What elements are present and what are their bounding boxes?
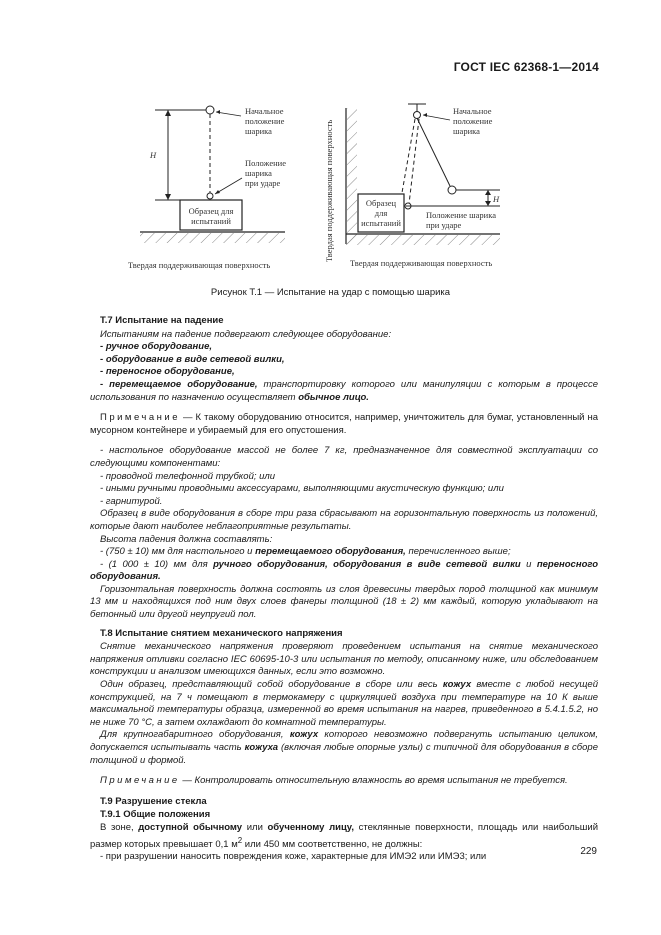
t8-note: [90, 775, 598, 788]
t7-item-2-text: оборудование в виде сетевой вилки,: [105, 353, 285, 365]
left-start-label-3: шарика: [245, 126, 272, 136]
t7-item-1-text: ручное оборудование,: [105, 341, 213, 353]
document-standard-header: ГОСТ IEC 62368-1—2014: [453, 60, 599, 74]
t8-note-label: Примечание: [100, 775, 180, 787]
t9-p1-d: обученному лицу,: [267, 821, 355, 833]
t7-height-1-b: перемещаемого оборудования,: [255, 546, 406, 558]
t7-drop-procedure: Образец в виде оборудования в сборе три раза сбрасывают на горизонтальную поверхность из положений, которые дают наиболее неблагоприятные результаты.: [90, 508, 598, 532]
left-height-label: H: [150, 150, 157, 160]
t8-p2-b: кожух: [442, 679, 472, 691]
t7-height-intro: Высота падения должна составлять:: [100, 533, 273, 545]
section-t8-heading: Т.8 Испытание снятием механического напряжения: [100, 627, 343, 639]
left-impact-label-1: Положение: [245, 158, 286, 168]
t7-item-4-bold: перемещаемое оборудование,: [109, 378, 258, 390]
t7-component-2: - иными ручными проводными аксессуарами, выполняющими акустическую функцию; или: [100, 483, 504, 495]
t7-desk-equipment: - настольное оборудование массой не более 7 кг, предназначенное для совместной эксплуатации со следующими компонентами:: [90, 445, 598, 469]
t7-height-2-a: - (1 000 ± 10) мм для: [100, 558, 214, 570]
right-start-label-2: положение: [453, 116, 493, 126]
t8-p2-a: Один образец, представляющий собой оборудование в сборе или весь: [100, 679, 443, 691]
right-sample-label-2: для: [374, 208, 388, 218]
t8-p3-b: кожух: [289, 729, 319, 741]
left-sample-label-2: испытаний: [191, 216, 231, 226]
t7-note-text: — К такому оборудованию относится, например, уничтожитель для бумаг, установленный на мусорном контейнере и убираемый для его опустошения.: [90, 412, 598, 436]
left-start-label-1: Начальное: [245, 106, 284, 116]
t7-note-label: Примечание: [100, 412, 180, 424]
t8-paragraph-3: [90, 729, 598, 767]
t8-p2-c: вместе с любой несущей конструкцией, на 7 ч помещают в термокамеру с циркуляцией воздуха при температуре на 10 К выше максимальной температуры образца, измеренной во время испытания на нагрев, приведенного в 5.4.1.5.2, но не ниже 70 °С, а затем охлаждают до комнатной температуры.: [90, 679, 598, 728]
section-t9-1-heading: Т.9.1 Общие положения: [100, 809, 211, 821]
right-sample-label-3: испытаний: [361, 218, 401, 228]
left-diagram: [128, 106, 286, 270]
t9-p1-a: В зоне,: [100, 821, 139, 833]
right-vertical-label: Твердая поддерживающая поверхность: [324, 119, 334, 262]
t8-p3-d: кожуха: [244, 742, 279, 753]
left-sample-label-1: Образец для: [188, 206, 234, 216]
t7-component-3: - гарнитурой.: [100, 495, 163, 507]
t7-height-2-c: и: [520, 558, 537, 570]
t7-height-1: [90, 546, 598, 559]
t7-height-1-c: перечисленного выше;: [405, 546, 511, 558]
right-sample-label-1: Образец: [365, 198, 397, 208]
t8-p3-c: которого невозможно подвергнуть испытанию целиком, допускается испытывать часть: [90, 729, 599, 753]
right-height-label: H: [493, 194, 500, 204]
figure-drawing: [110, 96, 530, 278]
t7-height-2-d: переносного оборудования.: [90, 558, 599, 583]
t7-list-item-2: - оборудование в виде сетевой вилки,: [100, 353, 285, 365]
t9-paragraph-1: [90, 822, 598, 851]
left-start-label-2: положение: [245, 116, 285, 126]
right-impact-label-2: при ударе: [426, 220, 462, 230]
t8-paragraph-1: Снятие механического напряжения проверяют проведением испытания на снятие механического напряжения отливки согласно IEC 60695-10-3 или испытания по методу, описанному ниже, или обследованием конструкции и анализом имеющихся данных, если это возможно.: [90, 641, 598, 678]
t7-list-item-4: - перемещаемое оборудование, транспортировку которого или манипуляции с которым в процессе использования по назначению осуществляет обычное лицо.: [90, 378, 598, 403]
t8-paragraph-2: [90, 679, 598, 729]
left-impact-label-2: шарика: [245, 168, 272, 178]
page-number: 229: [580, 846, 597, 857]
t7-item-3-text: переносное оборудование,: [105, 366, 235, 378]
t7-list-item-1: - ручное оборудование,: [100, 341, 213, 353]
left-surface-label: Твердая поддерживающая поверхность: [128, 260, 271, 270]
t7-item-4-bold2: обычное лицо.: [298, 391, 369, 403]
t9-list-item-1: - при разрушении наносить повреждения коже, характерные для ИМЭ2 или ИМЭ3; или: [100, 851, 487, 863]
t8-p3-e: (включая любые опорные узлы) с типичной для оборудования в сборе толщиной и формой.: [90, 742, 599, 766]
t7-component-1: - проводной телефонной трубкой; или: [100, 470, 276, 482]
left-impact-label-3: при ударе: [245, 178, 281, 188]
t7-intro: Испытаниям на падение подвергают следующее оборудование:: [100, 328, 392, 340]
t7-height-1-a: - (750 ± 10) мм для настольного и: [100, 546, 256, 558]
t9-p1-b: доступной обычному: [138, 821, 243, 833]
t9-p1-e: стеклянные поверхности, площадь или наибольший размер которых превышает 0,1 м: [90, 821, 599, 850]
t8-note-text: — Контролировать относительную влажность во время испытания не требуется.: [179, 775, 568, 787]
t9-p1-c: или: [242, 821, 268, 833]
t7-surface-description: Горизонтальная поверхность должна состоять из слоя древесины твердых пород толщиной как минимум 13 мм и находящихся под ним двух слоев фанеры толщиной (18 ± 2) мм каждый, которую укладывают на бетонный или другой неупругий пол.: [90, 583, 598, 621]
right-impact-label-1: Положение шарика: [426, 210, 496, 220]
impact-test-figure: [110, 96, 530, 278]
t7-list-item-3: - переносное оборудование,: [100, 366, 235, 378]
t7-note: [90, 412, 598, 437]
right-diagram: [324, 104, 500, 268]
t7-height-2: [90, 559, 598, 584]
right-surface-label: Твердая поддерживающая поверхность: [350, 258, 493, 268]
t7-item-4-rest: транспортировку которого или манипуляции с которым в процессе использования по назначению осуществляет: [90, 378, 598, 403]
section-t7-heading: Т.7 Испытание на падение: [100, 315, 224, 326]
right-start-label-3: шарика: [453, 126, 480, 136]
t9-p1-f: или 450 мм соответственно, не должны:: [242, 838, 423, 850]
section-t9-heading: Т.9 Разрушение стекла: [100, 795, 207, 807]
figure-caption: Рисунок Т.1 — Испытание на удар с помощью шарика: [210, 287, 451, 298]
t8-p3-a: Для крупногабаритного оборудования,: [100, 729, 290, 741]
right-start-label-1: Начальное: [453, 106, 492, 116]
t9-p1-sup: 2: [237, 835, 243, 845]
t7-height-2-b: ручного оборудования, оборудования в виде сетевой вилки: [213, 558, 521, 570]
document-body: [90, 308, 598, 864]
